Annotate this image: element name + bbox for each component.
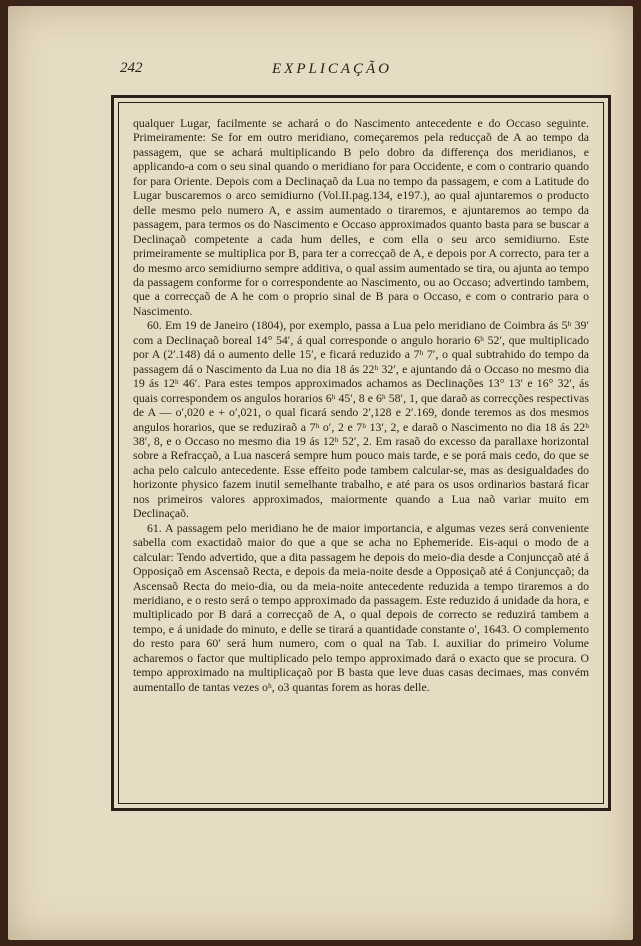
body-text [133, 116, 589, 694]
paragraph-continuation: qualquer Lugar, facilmente se achará o do Nascimento antecedente e do Occaso seguinte. Primeiramente: Se for em outro meridiano, começaremos pela reducçaõ de A ao tempo da passagem, que se achará multiplicando B pelo dobro da differença dos meridianos, e applicando-a com o seu sinal quando o meridiano for para Occidente, e com o contrario quando for para Oriente. Depois com a Declinaçaõ da Lua no tempo da passagem, e com a Latitude do Lugar buscaremos o arco semidiurno (Vol.II.pag.134, e197.), ao qual ajuntaremos o producto delle mesmo pelo numero A, e assim aumentado o tiraremos, e ajuntaremos ao tempo da passagem, para termos os do Nascimento e Occaso approximados quanto basta para se buscar a Declinaçaõ competente a cada hum delles, e com ella o seu arco semidiurno. Este primeiramente se multiplica por B, para ter a correcçaõ de A, e depois por A correcto, para ter a do mesmo arco semidiurno sempre additiva, o qual assim aumentado se tira, ou ajunta ao tempo da passagem conforme for o correspondente ao Nascimento, ou ao Occaso; advertindo tambem, que a correcçaõ de A he com o proprio sinal de B para o Occaso, e com o contrario para o Nascimento. [133, 116, 589, 318]
running-head: EXPLICAÇÃO [272, 61, 392, 77]
paragraph-61: 61. A passagem pelo meridiano he de maior importancia, e algumas vezes será conveniente sabella com exactidaõ maior do que a que se acha no Ephemeride. Eis-aqui o modo de a calcular: Tendo advertido, que a dita passagem he depois do meio-dia desde a Conjuncçaõ até á Opposiçaõ em Ascensaõ Recta, e depois da meia-noite desde a Opposiçaõ até á Conjuncçaõ; da Ascensaõ Recta do meio-dia, ou da meia-noite antecedente reduzida a tempo tiraremos a do meridiano, e o resto será o tempo approximado da passagem. Este reduzido á unidade da hora, e multiplicado por B dará a correcçaõ de A, o qual depois de correcto se reduzirá tambem a tempo, e á unidade do minuto, e delle se tirará a quantidade constante o′, 1643. O complemento do resto para 60′ será hum numero, com o qual na Tab. I. auxiliar do primeiro Volume acharemos o factor que multiplicado pelo tempo approximado dará o exacto que se procura. O tempo approximado na multiplicaçaõ por B basta que leve duas casas decimaes, mas convém aumentallo de tantas vezes oʰ, o3 quantas forem as horas delle. [133, 520, 589, 694]
page-header [120, 60, 620, 84]
page-number: 242 [120, 60, 143, 76]
paragraph-60: 60. Em 19 de Janeiro (1804), por exemplo, passa a Lua pelo meridiano de Coimbra ás 5ʰ 39′ com a Declinaçaõ boreal 14° 54′, á qual corresponde o angulo horario 6ʰ 52′, que multiplicado por A (2′.148) dá o aumento delle 15′, e ficará reduzido a 7ʰ 7′, o qual subtrahido do tempo da passagem dá o Nascimento da Lua no dia 18 ás 22ʰ 32′, e ajuntando dá o Occaso no mesmo dia 19 ás 12ʰ 46′. Para estes tempos approximados achamos as Declinações 13° 13′ e 16° 32′, ás quais correspondem os angulos horarios 6ʰ 45′, 8 e 6ʰ 58′, 1, que daraõ as correcções respectivas de A — o′,020 e + o′,021, o qual ficará sendo 2′,128 e 2′.169, donde teremos as dos mesmos angulos horarios, que se reduziraõ a 7ʰ o′, 2 e 7ʰ 13′, 2, e daraõ o Nascimento no dia 18 ás 22ʰ 38′, 8, e o Occaso no mesmo dia 19 ás 12ʰ 52′, 2. Em rasaõ do excesso da parallaxe horizontal sobre a Refracçaõ, a Lua nascerá sempre hum pouco mais tarde, e se porá mais cedo, do que se acha pelo calculo antecedente. Esse effeito pode tambem calcular-se, mas as desigualdades do horizonte physico fazem inutil semelhante trabalho, e até para os usos ordinarios bastará ficar nos primeiros valores approximados, maiormente quando a Lua naõ variar muito em Declinaçaõ. [133, 318, 589, 521]
